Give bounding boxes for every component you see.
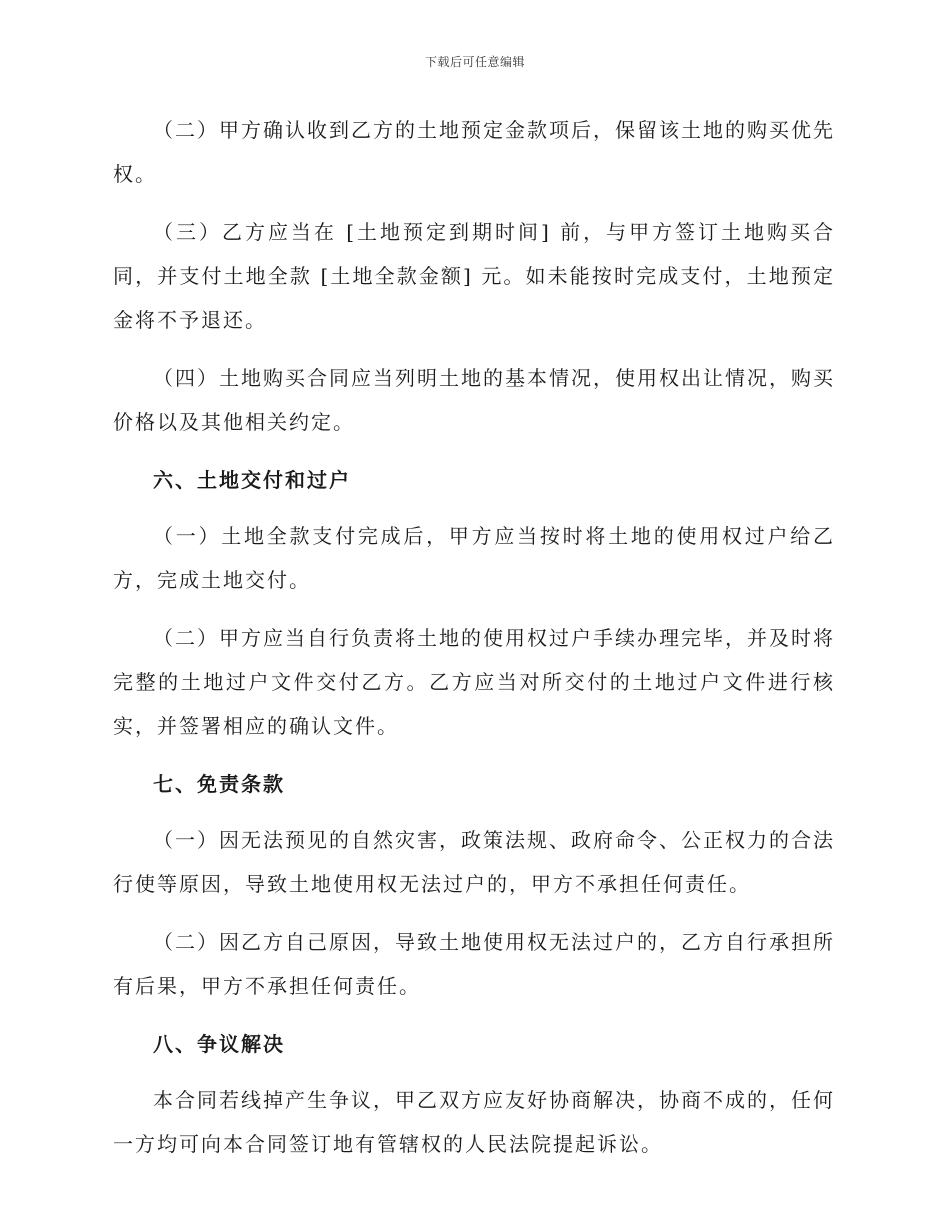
clause-7-2: （二）因乙方自己原因，导致土地使用权无法过户的，乙方自行承担所有后果，甲方不承担任何责任。	[113, 930, 835, 998]
clause-5-4: （四）土地购买合同应当列明土地的基本情况，使用权出让情况，购买价格以及其他相关约定。	[113, 366, 835, 434]
clause-6-1: （一）土地全款支付完成后，甲方应当按时将土地的使用权过户给乙方，完成土地交付。	[113, 524, 835, 592]
clause-6-2: （二）甲方应当自行负责将土地的使用权过户手续办理完毕，并及时将完整的土地过户文件交付乙方。乙方应当对所交付的土地过户文件进行核实，并签署相应的确认文件。	[113, 626, 835, 738]
section-7-heading: 七、免责条款	[153, 772, 285, 796]
clause-8-body: 本合同若线掉产生争议，甲乙双方应友好协商解决，协商不成的，任何一方均可向本合同签订地有管辖权的人民法院提起诉讼。	[113, 1088, 835, 1156]
section-8-heading: 八、争议解决	[153, 1032, 285, 1056]
document-body	[113, 108, 835, 1180]
section-6-heading: 六、土地交付和过户	[153, 468, 351, 492]
page-header-note: 下载后可任意编辑	[424, 55, 525, 69]
clause-7-1: （一）因无法预见的自然灾害，政策法规、政府命令、公正权力的合法行使等原因，导致土地使用权无法过户的，甲方不承担任何责任。	[113, 828, 835, 896]
clause-5-3: （三）乙方应当在 [土地预定到期时间] 前，与甲方签订土地购买合同，并支付土地全款 [土地全款金额] 元。如未能按时完成支付，土地预定金将不予退还。	[113, 220, 835, 332]
clause-5-2: （二）甲方确认收到乙方的土地预定金款项后，保留该土地的购买优先权。	[113, 118, 835, 186]
